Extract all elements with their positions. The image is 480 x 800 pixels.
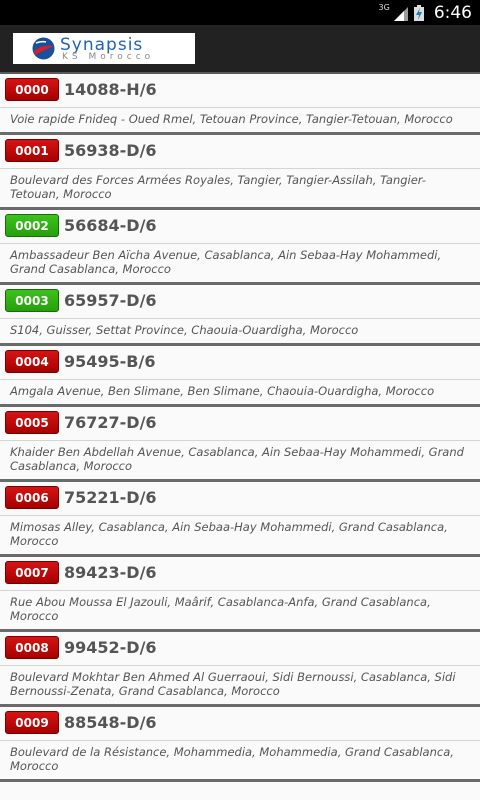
list-item-header xyxy=(0,482,480,516)
vehicle-list xyxy=(0,74,480,782)
logo-subtitle: KS Morocco xyxy=(62,52,155,62)
status-badge: 0001 xyxy=(5,139,59,162)
status-badge: 0005 xyxy=(5,411,59,434)
list-item[interactable] xyxy=(0,632,480,707)
address-text: Amgala Avenue, Ben Slimane, Ben Slimane, Chaouia-Ouardigha, Morocco xyxy=(10,384,435,398)
list-item-header xyxy=(0,210,480,244)
vehicle-code: 89423-D/6 xyxy=(64,563,157,582)
battery-charging-icon xyxy=(414,5,424,21)
list-item-header xyxy=(0,285,480,319)
status-badge: 0004 xyxy=(5,350,59,373)
globe-logo-icon xyxy=(31,36,56,61)
list-item[interactable] xyxy=(0,285,480,346)
vehicle-code: 14088-H/6 xyxy=(64,80,157,99)
list-item[interactable] xyxy=(0,210,480,285)
list-item[interactable] xyxy=(0,407,480,482)
address-text: Boulevard des Forces Armées Royales, Tangier, Tangier-Assilah, Tangier-Tetouan, Morocco xyxy=(10,173,427,201)
vehicle-code: 95495-B/6 xyxy=(64,352,156,371)
list-item-header xyxy=(0,407,480,441)
address-text: Mimosas Alley, Casablanca, Ain Sebaa-Hay Mohammedi, Grand Casablanca, Morocco xyxy=(10,520,448,548)
logo-title: Synapsis xyxy=(60,35,144,55)
address-text: Khaider Ben Abdellah Avenue, Casablanca, Ain Sebaa-Hay Mohammedi, Grand Casablanca, Morocco xyxy=(10,445,464,473)
vehicle-code: 65957-D/6 xyxy=(64,291,157,310)
vehicle-code: 56684-D/6 xyxy=(64,216,157,235)
list-item[interactable] xyxy=(0,482,480,557)
status-bar xyxy=(0,0,480,25)
status-badge: 0002 xyxy=(5,214,59,237)
app-logo[interactable] xyxy=(13,33,195,64)
list-item-header xyxy=(0,74,480,108)
status-icons xyxy=(379,0,472,25)
list-item-header xyxy=(0,632,480,666)
status-badge: 0008 xyxy=(5,636,59,659)
address-text: Ambassadeur Ben Aïcha Avenue, Casablanca, Ain Sebaa-Hay Mohammedi, Grand Casablanca, Morocco xyxy=(10,248,442,276)
address-text: Boulevard de la Résistance, Mohammedia, Mohammedia, Grand Casablanca, Morocco xyxy=(10,745,454,773)
vehicle-code: 76727-D/6 xyxy=(64,413,157,432)
clock: 6:46 xyxy=(433,2,472,23)
address-text: S104, Guisser, Settat Province, Chaouia-Ouardigha, Morocco xyxy=(10,323,359,337)
list-item-header xyxy=(0,557,480,591)
vehicle-code: 99452-D/6 xyxy=(64,638,157,657)
vehicle-code: 56938-D/6 xyxy=(64,141,157,160)
list-item[interactable] xyxy=(0,707,480,782)
address-text: Rue Abou Moussa El Jazouli, Maârif, Casablanca-Anfa, Grand Casablanca, Morocco xyxy=(10,595,431,623)
address-text: Voie rapide Fnideq - Oued Rmel, Tetouan Province, Tangier-Tetouan, Morocco xyxy=(10,112,453,126)
action-bar xyxy=(0,25,480,74)
signal-icon xyxy=(394,5,408,21)
status-badge: 0000 xyxy=(5,78,59,101)
vehicle-code: 88548-D/6 xyxy=(64,713,157,732)
list-item-header xyxy=(0,135,480,169)
vehicle-code: 75221-D/6 xyxy=(64,488,157,507)
status-badge: 0003 xyxy=(5,289,59,312)
address-text: Boulevard Mokhtar Ben Ahmed Al Guerraoui, Sidi Bernoussi, Casablanca, Sidi Bernoussi-Zenata, Grand Casablanca, Morocco xyxy=(10,670,456,698)
list-item[interactable] xyxy=(0,346,480,407)
status-badge: 0006 xyxy=(5,486,59,509)
network-type: 3G xyxy=(378,3,390,12)
list-item[interactable] xyxy=(0,74,480,135)
list-item[interactable] xyxy=(0,557,480,632)
list-item[interactable] xyxy=(0,135,480,210)
list-item-header xyxy=(0,346,480,380)
status-badge: 0009 xyxy=(5,711,59,734)
list-item-header xyxy=(0,707,480,741)
status-badge: 0007 xyxy=(5,561,59,584)
